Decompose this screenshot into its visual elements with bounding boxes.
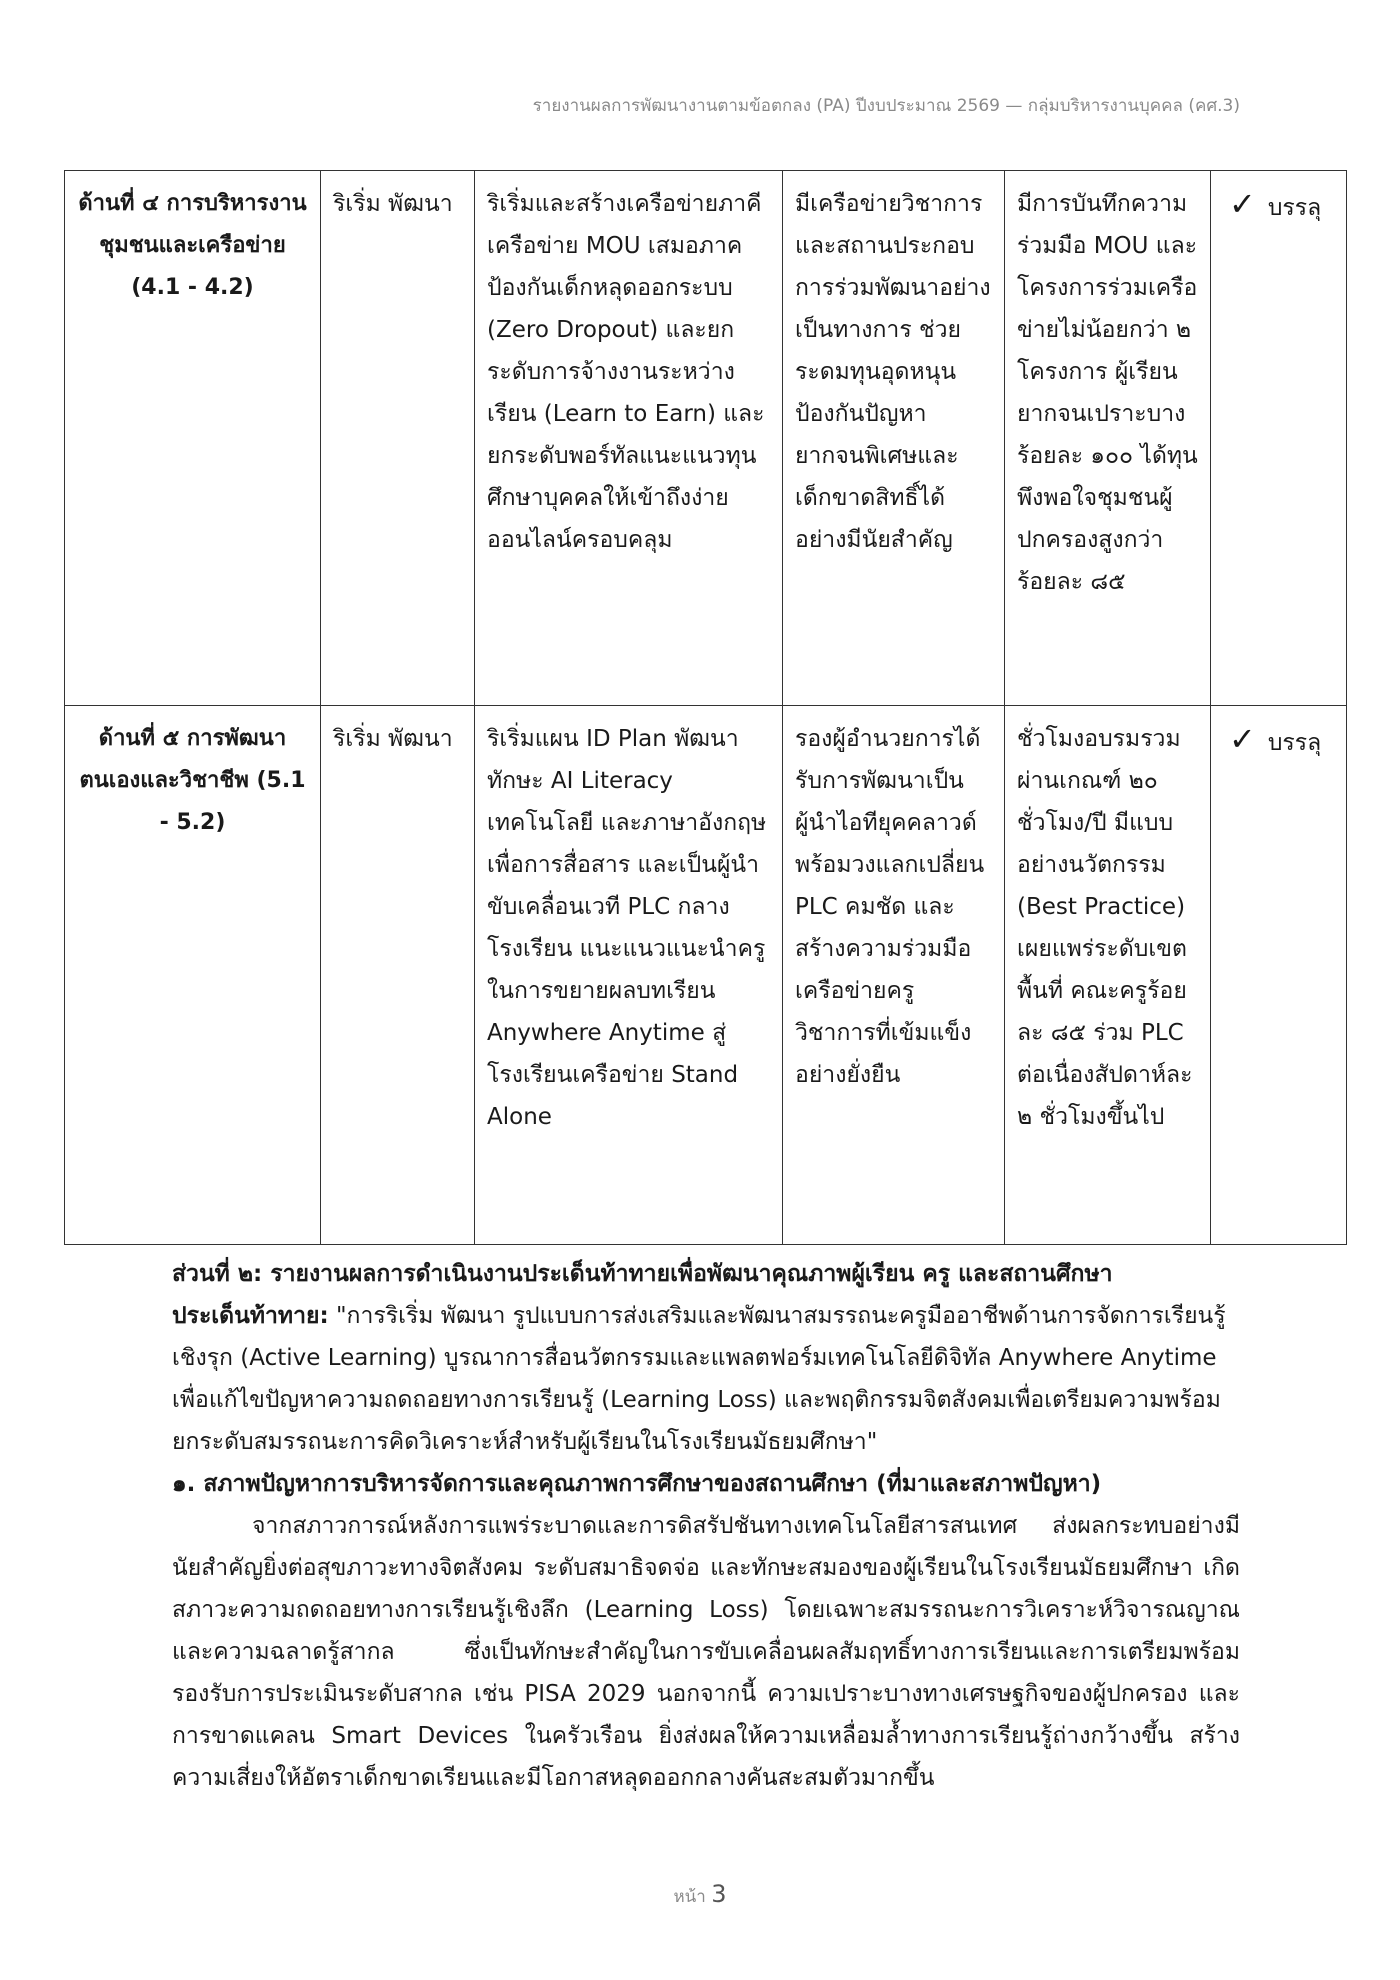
checkmark-icon: ✓	[1229, 720, 1256, 758]
part2-heading: ส่วนที่ ๒: รายงานผลการดำเนินงานประเด็นท้าทายเพื่อพัฒนาคุณภาพผู้เรียน ครู และสถานศึกษา	[172, 1261, 1113, 1287]
page-number: 3	[711, 1880, 727, 1908]
challenge-text: "การริเริ่ม พัฒนา รูปแบบการส่งเสริมและพัฒนาสมรรถนะครูมืออาชีพด้านการจัดการเรียนรู้เชิงรุก (Active Learning) บูรณาการสื่อนวัตกรรมและแพลตฟอร์มเทคโนโลยีดิจิทัล Anywhere Anytime เพื่อแก้ไขปัญหาความถดถอยทางการเรียนรู้ (Learning Loss) และพฤติกรรมจิตสังคมเพื่อเตรียมความพร้อมยกระดับสมรรถนะการคิดวิเคราะห์สำหรับผู้เรียนในโรงเรียนมัธยมศึกษา"	[172, 1303, 1226, 1455]
part2-section	[172, 1253, 1240, 1799]
page-footer	[0, 1880, 1400, 1910]
page-label: หน้า	[673, 1887, 706, 1907]
section1-heading: ๑. สภาพปัญหาการบริหารจัดการและคุณภาพการศึกษาของสถานศึกษา (ที่มาและสภาพปัญหา)	[172, 1471, 1102, 1497]
area-cell: ด้านที่ ๕ การพัฒนาตนเองและวิชาชีพ (5.1 - 5.2)	[65, 706, 321, 1245]
status-cell	[1211, 171, 1347, 706]
outcome-cell: รองผู้อำนวยการได้รับการพัฒนาเป็นผู้นำไอทียุคคลาวด์ พร้อมวงแลกเปลี่ยน PLC คมชัด และสร้างความร่วมมือเครือข่ายครูวิชาการที่เข้มแข็งอย่างยั่งยืน	[783, 706, 1005, 1245]
checkmark-icon: ✓	[1229, 185, 1256, 223]
status-label: บรรลุ	[1267, 195, 1322, 221]
section1-body: จากสภาวการณ์หลังการแพร่ระบาดและการดิสรัปชันทางเทคโนโลยีสารสนเทศ ส่งผลกระทบอย่างมีนัยสำคัญยิ่งต่อสุขภาวะทางจิตสังคม ระดับสมาธิจดจ่อ และทักษะสมองของผู้เรียนในโรงเรียนมัธยมศึกษา เกิดสภาวะความถดถอยทางการเรียนรู้เชิงลึก (Learning Loss) โดยเฉพาะสมรรถนะการวิเคราะห์วิจารณญาณและความฉลาดรู้สากล ซึ่งเป็นทักษะสำคัญในการขับเคลื่อนผลสัมฤทธิ์ทางการเรียนและการเตรียมพร้อมรองรับการประเมินระดับสากล เช่น PISA 2029 นอกจากนี้ ความเปราะบางทางเศรษฐกิจของผู้ปกครอง และการขาดแคลน Smart Devices ในครัวเรือน ยิ่งส่งผลให้ความเหลื่อมล้ำทางการเรียนรู้ถ่างกว้างขึ้น สร้างความเสี่ยงให้อัตราเด็กขาดเรียนและมีโอกาสหลุดออกกลางคันสะสมตัวมากขึ้น	[172, 1513, 1240, 1791]
level-cell: ริเริ่ม พัฒนา	[321, 171, 475, 706]
level-cell: ริเริ่ม พัฒนา	[321, 706, 475, 1245]
outcome-cell: มีเครือข่ายวิชาการและสถานประกอบการร่วมพัฒนาอย่างเป็นทางการ ช่วยระดมทุนอุดหนุน ป้องกันปัญหายากจนพิเศษและเด็กขาดสิทธิ์ได้อย่างมีนัยสำคัญ	[783, 171, 1005, 706]
task-cell: ริเริ่มและสร้างเครือข่ายภาคีเครือข่าย MOU เสมอภาค ป้องกันเด็กหลุดออกระบบ (Zero Dropout) และยกระดับการจ้างงานระหว่างเรียน (Learn to Earn) และยกระดับพอร์ทัลแนะแนวทุนศึกษาบุคคลให้เข้าถึงง่ายออนไลน์ครอบคลุม	[475, 171, 783, 706]
table-row	[65, 706, 1347, 1245]
running-header: รายงานผลการพัฒนางานตามข้อตกลง (PA) ปีงบประมาณ 2569 — กลุ่มบริหารงานบุคคล (คศ.3)	[532, 96, 1240, 116]
task-cell: ริเริ่มแผน ID Plan พัฒนาทักษะ AI Literacy เทคโนโลยี และภาษาอังกฤษเพื่อการสื่อสาร และเป็นผู้นำขับเคลื่อนเวที PLC กลางโรงเรียน แนะแนวแนะนำครูในการขยายผลบทเรียน Anywhere Anytime สู่โรงเรียนเครือข่าย Stand Alone	[475, 706, 783, 1245]
pa-results-table	[64, 170, 1347, 1245]
status-label: บรรลุ	[1267, 730, 1322, 756]
area-cell: ด้านที่ ๔ การบริหารงานชุมชนและเครือข่าย (4.1 - 4.2)	[65, 171, 321, 706]
challenge-label: ประเด็นท้าทาย:	[172, 1303, 329, 1329]
indicator-cell: มีการบันทึกความร่วมมือ MOU และโครงการร่วมเครือข่ายไม่น้อยกว่า ๒ โครงการ ผู้เรียนยากจนเปราะบางร้อยละ ๑๐๐ ได้ทุน พึงพอใจชุมชนผู้ปกครองสูงกว่าร้อยละ ๘๕	[1005, 171, 1211, 706]
challenge-paragraph	[172, 1295, 1240, 1463]
indicator-cell: ชั่วโมงอบรมรวมผ่านเกณฑ์ ๒๐ ชั่วโมง/ปี มีแบบอย่างนวัตกรรม (Best Practice) เผยแพร่ระดับเขตพื้นที่ คณะครูร้อยละ ๘๕ ร่วม PLC ต่อเนื่องสัปดาห์ละ ๒ ชั่วโมงขึ้นไป	[1005, 706, 1211, 1245]
table-row	[65, 171, 1347, 706]
status-cell	[1211, 706, 1347, 1245]
